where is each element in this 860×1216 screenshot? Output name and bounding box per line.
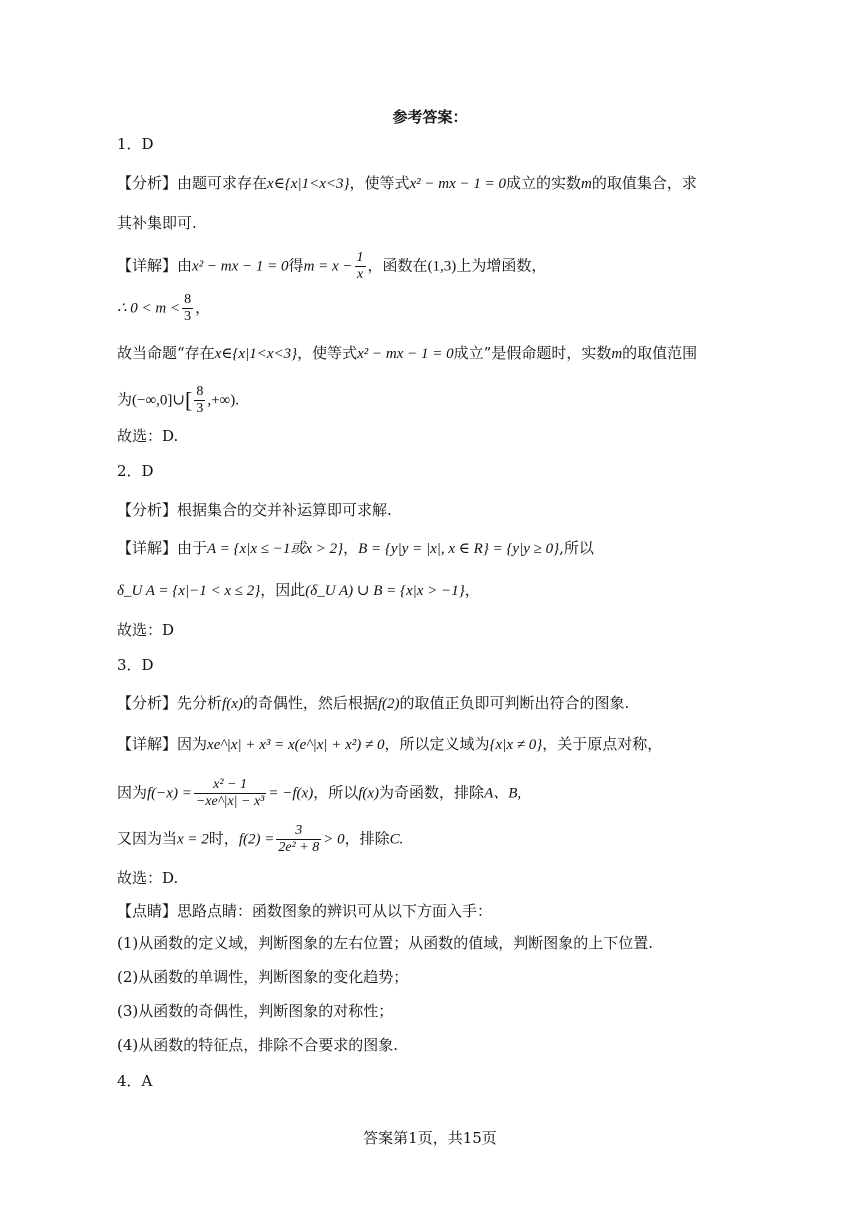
- q2-complement: [117, 577, 757, 604]
- math-set: x∈{x|1<x<3}: [214, 346, 298, 362]
- math-set-a: A = {x|x ≤ −1或x > 2}: [207, 541, 344, 557]
- math-fraction: [194, 384, 205, 417]
- math-interval: (1,3): [427, 258, 457, 275]
- math-equation: x² − mx − 1 = 0: [357, 346, 454, 362]
- q3-analysis: [117, 690, 757, 717]
- math-func: f(2): [377, 696, 400, 712]
- math-equation: x² − mx − 1 = 0: [409, 176, 507, 192]
- math-set: x∈{x|1<x<3}: [267, 176, 350, 192]
- text: 时，: [208, 829, 239, 848]
- bracket-left: [: [184, 387, 193, 413]
- q2-detail: [117, 535, 757, 562]
- q1-conclusion: [117, 340, 757, 367]
- detail-tag: 【详解】: [117, 539, 178, 557]
- text: 为奇函数，排除: [379, 783, 485, 802]
- text: 因为: [117, 783, 148, 802]
- text: 的取值集合，求: [591, 174, 697, 192]
- text: ，因此: [260, 581, 306, 599]
- tip-tag: 【点睛】: [117, 902, 178, 920]
- math-expr: m = x −: [303, 258, 353, 275]
- frac-den: x: [356, 267, 364, 282]
- text: 的奇偶性，然后根据: [242, 694, 378, 712]
- text: 由: [177, 256, 193, 275]
- math-equation: xe^|x| + x³ = x(e^|x| + x²) ≠ 0: [207, 737, 385, 753]
- page-title: 参考答案：: [392, 108, 468, 126]
- math-func: f(2) =: [238, 831, 275, 848]
- frac-num: 8: [184, 292, 192, 307]
- math-fraction: [355, 250, 366, 283]
- text: 得: [288, 256, 304, 275]
- text: ，排除: [344, 829, 390, 848]
- math-equation: = −f(x): [268, 785, 314, 802]
- text: ).: [230, 392, 239, 409]
- text: 的取值正负即可判断出符合的图象.: [399, 694, 630, 712]
- math-ineq: > 0: [323, 831, 345, 848]
- frac-den: −xe^|x| − x³: [195, 794, 265, 809]
- q1-analysis-cont: 其补集即可.: [117, 214, 197, 232]
- text: 成立的实数: [506, 174, 582, 192]
- math-set: {x|x ≠ 0}: [489, 737, 543, 753]
- analysis-tag: 【分析】: [117, 174, 178, 192]
- math-var: m: [611, 346, 623, 362]
- frac-num: 8: [196, 384, 204, 399]
- math-set-b: B = {y|y = |x|, x ∈ R} = {y|y ≥ 0}: [358, 541, 560, 557]
- text: 由题可求存在: [177, 174, 268, 192]
- text: ，: [343, 539, 359, 557]
- math-complement: δ_U A = {x|−1 < x ≤ 2}: [117, 583, 261, 599]
- q3-number: 3．D: [117, 656, 154, 674]
- q2-number: 2．D: [117, 462, 154, 480]
- text: 上为增函数，: [456, 256, 547, 275]
- math-union: (δ_U A) ∪ B = {x|x > −1}: [305, 583, 465, 599]
- math-infinity: ,+∞: [207, 392, 231, 409]
- q4-number: 4．A: [117, 1072, 153, 1090]
- text: ，: [195, 298, 211, 317]
- math-func: f(x): [222, 696, 243, 712]
- detail-tag: 【详解】: [117, 256, 178, 275]
- option-letter: C.: [389, 831, 404, 848]
- q2-analysis: [117, 497, 757, 523]
- analysis-tag: 【分析】: [117, 694, 178, 712]
- text: ,所以: [559, 539, 594, 557]
- q1-choice: 故选：D.: [117, 427, 179, 445]
- text: ，所以: [313, 783, 359, 802]
- text: ，所以定义域为: [384, 735, 490, 753]
- q3-detail: [117, 731, 757, 758]
- frac-num: x² − 1: [194, 777, 267, 794]
- text: 由于: [177, 539, 208, 557]
- q3-odd: [117, 777, 757, 810]
- q3-tip-3: (3)从函数的奇偶性，判断图象的对称性；: [117, 1002, 394, 1020]
- q2-choice: 故选：D: [117, 621, 175, 639]
- frac-num: 1: [356, 250, 364, 265]
- text: ，: [464, 581, 480, 599]
- text: 成立”是假命题时，实数: [453, 344, 612, 362]
- math-var: m: [581, 176, 592, 192]
- frac-num: 3: [276, 823, 321, 840]
- text: 先分析: [177, 694, 223, 712]
- page-footer: 答案第1页，共15页: [363, 1129, 497, 1147]
- text: ，使等式: [297, 344, 358, 362]
- option-letters: A、B,: [484, 785, 522, 802]
- text: 又因为当: [117, 829, 178, 848]
- text: 为: [117, 390, 133, 409]
- math-fraction: [182, 292, 193, 325]
- q3-value: [117, 823, 757, 856]
- q1-therefore: [117, 292, 757, 325]
- math-interval: (−∞,0]∪: [132, 392, 185, 409]
- text: ，关于原点对称，: [542, 735, 663, 753]
- math-fraction: [194, 777, 267, 810]
- text: 故当命题“存在: [117, 344, 215, 362]
- frac-den: 3: [184, 309, 192, 324]
- q1-range: [117, 384, 757, 417]
- text: 思路点睛：函数图象的辨识可从以下方面入手：: [177, 902, 493, 920]
- q1-analysis: [117, 170, 757, 197]
- q3-tip-4: (4)从函数的特征点，排除不合要求的图象.: [117, 1036, 399, 1054]
- math-equation: x = 2: [177, 831, 209, 848]
- text: ，函数在: [367, 256, 428, 275]
- text: 因为: [177, 735, 208, 753]
- math-fraction: [276, 823, 321, 856]
- math-func: f(x): [358, 785, 380, 802]
- q3-tip-2: (2)从函数的单调性，判断图象的变化趋势；: [117, 968, 409, 986]
- math-ineq: ∴ 0 < m <: [117, 300, 181, 317]
- q3-tip: [117, 898, 757, 924]
- analysis-tag: 【分析】: [117, 501, 178, 519]
- frac-den: 2e² + 8: [278, 840, 320, 855]
- q1-number: 1．D: [117, 135, 154, 153]
- text: ，使等式: [349, 174, 410, 192]
- frac-den: 3: [196, 401, 204, 416]
- text: 根据集合的交并补运算即可求解.: [177, 501, 392, 519]
- q3-tip-1: (1)从函数的定义域，判断图象的左右位置；从函数的值域，判断图象的上下位置.: [117, 934, 654, 952]
- math-equation: x² − mx − 1 = 0: [192, 258, 289, 275]
- detail-tag: 【详解】: [117, 735, 178, 753]
- q1-detail: [117, 250, 757, 283]
- text: 的取值范围: [622, 344, 698, 362]
- math-func: f(−x) =: [147, 785, 192, 802]
- q3-choice: 故选：D.: [117, 869, 179, 887]
